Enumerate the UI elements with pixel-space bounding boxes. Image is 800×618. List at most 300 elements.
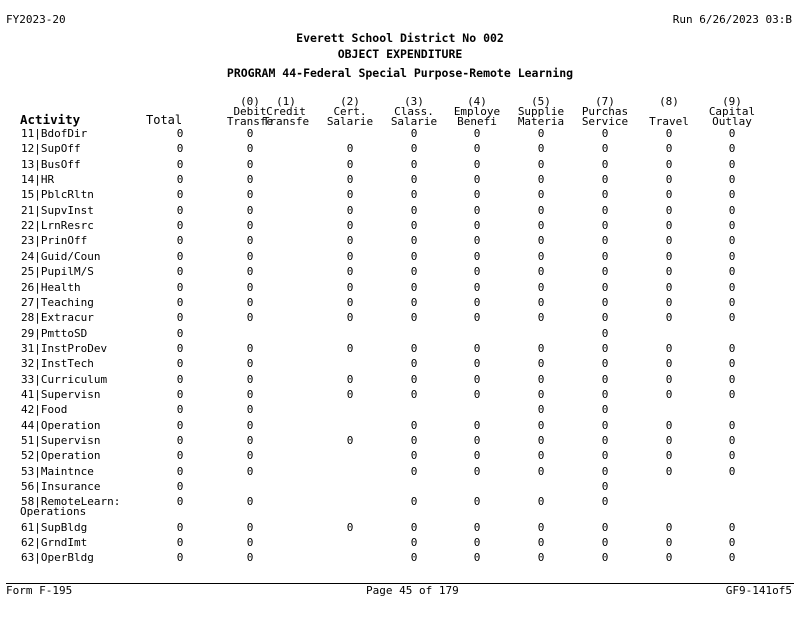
activity-code: 14|HR [21,173,55,187]
amount-cell: 0 [246,311,254,325]
amount-cell: 0 [473,357,481,371]
amount-cell: 0 [246,551,254,565]
amount-cell: 0 [473,536,481,550]
amount-cell: 0 [473,188,481,202]
amount-cell: 0 [665,234,673,248]
amount-cell: 0 [346,157,354,171]
total-cell: 0 [176,142,184,156]
report-title: OBJECT EXPENDITURE [337,47,463,61]
amount-cell: 0 [601,387,609,401]
amount-cell: 0 [473,434,481,447]
amount-cell: 0 [665,219,673,233]
amount-cell: 0 [410,219,418,233]
amount-cell: 0 [601,188,609,202]
total-cell: 0 [176,188,184,202]
table-row [0,159,800,174]
total-cell: 0 [176,219,184,233]
amount-cell: 0 [246,372,254,386]
amount-cell: 0 [246,127,254,140]
activity-code: 11|BdofDir [21,127,88,140]
amount-cell: 0 [246,536,254,550]
amount-cell: 0 [665,311,673,325]
amount-cell: 0 [246,357,254,371]
amount-cell: 0 [665,265,673,279]
amount-cell: 0 [665,188,673,202]
total-cell: 0 [176,249,184,263]
activity-code: 12|SupOff [21,142,81,156]
amount-cell: 0 [410,464,418,478]
amount-cell: 0 [601,536,609,550]
amount-cell: 0 [537,403,545,417]
amount-cell: 0 [537,387,545,401]
total-cell: 0 [176,464,184,478]
amount-cell: 0 [246,188,254,202]
table-row [0,495,800,519]
amount-cell: 0 [728,418,736,432]
amount-cell: 0 [728,265,736,279]
column-header [507,97,575,127]
table-row [0,251,800,266]
total-cell: 0 [176,449,184,463]
amount-cell: 0 [246,418,254,432]
activity-code: 21|SupvInst [21,203,94,217]
table-row [0,358,800,373]
amount-cell: 0 [246,234,254,248]
amount-cell: 0 [410,280,418,294]
amount-cell: 0 [346,234,354,248]
column-header-l2: Transfe [226,115,274,128]
amount-cell: 0 [601,495,609,509]
amount-cell: 0 [346,341,354,355]
total-cell: 0 [176,520,184,534]
table-row [0,537,800,552]
amount-cell: 0 [346,219,354,233]
column-header-l1: Credit [266,105,306,118]
table-row [0,220,800,235]
amount-cell: 0 [665,295,673,309]
table-row [0,297,800,312]
amount-cell: 0 [410,387,418,401]
amount-cell: 0 [601,265,609,279]
total-cell: 0 [176,203,184,217]
table-row [0,205,800,220]
amount-cell: 0 [728,249,736,263]
amount-cell: 0 [246,403,254,417]
page-number-label: Page 45 of 179 [366,584,459,597]
amount-cell: 0 [601,357,609,371]
amount-cell: 0 [410,203,418,217]
form-number-label: Form F-195 [6,584,73,597]
amount-cell: 0 [246,219,254,233]
amount-cell: 0 [537,280,545,294]
amount-cell: 0 [473,219,481,233]
amount-cell: 0 [410,234,418,248]
amount-cell: 0 [665,372,673,386]
total-cell: 0 [176,387,184,401]
column-header [316,97,384,127]
amount-cell: 0 [601,280,609,294]
amount-cell: 0 [665,249,673,263]
amount-cell: 0 [473,464,481,478]
activity-code-continuation: Operations [20,505,87,519]
table-row [0,343,800,358]
column-header-num: (4) [467,95,487,108]
amount-cell: 0 [537,219,545,233]
amount-cell: 0 [601,219,609,233]
total-cell: 0 [176,127,184,140]
amount-cell: 0 [537,520,545,534]
amount-cell: 0 [537,434,545,447]
amount-cell: 0 [473,372,481,386]
amount-cell: 0 [473,234,481,248]
amount-cell: 0 [410,249,418,263]
total-cell: 0 [176,357,184,371]
amount-cell: 0 [601,403,609,417]
amount-cell: 0 [410,127,418,140]
column-header-num: (3) [404,95,424,108]
amount-cell: 0 [601,520,609,534]
column-header-l1: Supplie [517,105,565,118]
amount-cell: 0 [665,520,673,534]
total-cell: 0 [176,295,184,309]
activity-code: 63|OperBldg [21,551,94,565]
amount-cell: 0 [601,418,609,432]
amount-cell: 0 [665,536,673,550]
column-header-l2: Salarie [390,115,438,128]
amount-cell: 0 [601,434,609,447]
amount-cell: 0 [665,142,673,156]
amount-cell: 0 [537,449,545,463]
amount-cell: 0 [601,295,609,309]
activity-code: 42|Food [21,403,68,417]
amount-cell: 0 [537,495,545,509]
amount-cell: 0 [601,311,609,325]
amount-cell: 0 [728,449,736,463]
amount-cell: 0 [346,142,354,156]
column-header-l1: Cert. [333,105,367,118]
amount-cell: 0 [728,280,736,294]
amount-cell: 0 [728,372,736,386]
amount-cell: 0 [537,188,545,202]
amount-cell: 0 [410,372,418,386]
total-column-header: Total [146,113,183,127]
activity-code: 51|Supervisn [21,434,101,447]
amount-cell: 0 [728,311,736,325]
amount-cell: 0 [410,295,418,309]
amount-cell: 0 [537,203,545,217]
activity-code: 23|PrinOff [21,234,88,248]
table-row [0,235,800,250]
amount-cell: 0 [728,295,736,309]
amount-cell: 0 [473,295,481,309]
amount-cell: 0 [473,203,481,217]
amount-cell: 0 [665,357,673,371]
amount-cell: 0 [473,249,481,263]
activity-code: 32|InstTech [21,357,94,371]
column-header-num: (5) [531,95,551,108]
total-cell: 0 [176,173,184,187]
activity-code: 33|Curriculum [21,372,108,386]
activity-code: 61|SupBldg [21,520,88,534]
column-header-l1: Capital [708,105,756,118]
amount-cell: 0 [728,464,736,478]
amount-cell: 0 [473,280,481,294]
amount-cell: 0 [246,341,254,355]
table-row [0,552,800,567]
amount-cell: 0 [246,495,254,509]
column-header-l1: Class. [394,105,434,118]
amount-cell: 0 [665,341,673,355]
column-header-num: (8) [659,95,679,108]
amount-cell: 0 [665,551,673,565]
activity-column-header: Activity [20,112,81,127]
amount-cell: 0 [601,341,609,355]
amount-cell: 0 [537,311,545,325]
amount-cell: 0 [665,173,673,187]
column-header-l2: Salarie [326,115,374,128]
amount-cell: 0 [537,357,545,371]
column-header-l2: Outlay [712,115,752,128]
amount-cell: 0 [665,203,673,217]
amount-cell: 0 [665,449,673,463]
activity-code: 44|Operation [21,418,101,432]
amount-cell: 0 [665,127,673,140]
amount-cell: 0 [728,127,736,140]
amount-cell: 0 [410,142,418,156]
table-row [0,481,800,496]
column-header [443,97,511,127]
activity-code: 56|Insurance [21,480,101,494]
amount-cell: 0 [728,234,736,248]
amount-cell: 0 [473,495,481,509]
amount-cell: 0 [246,265,254,279]
amount-cell: 0 [728,188,736,202]
table-row [0,128,800,143]
amount-cell: 0 [537,536,545,550]
amount-cell: 0 [410,495,418,509]
amount-cell: 0 [473,449,481,463]
amount-cell: 0 [537,265,545,279]
total-cell: 0 [176,480,184,494]
column-header-num: (2) [340,95,360,108]
table-row [0,404,800,419]
amount-cell: 0 [728,387,736,401]
amount-cell: 0 [537,249,545,263]
amount-cell: 0 [473,173,481,187]
amount-cell: 0 [246,449,254,463]
table-row [0,435,800,450]
table-row [0,374,800,389]
column-header-l2: Benefi [457,115,497,128]
amount-cell: 0 [346,372,354,386]
amount-cell: 0 [346,387,354,401]
activity-code: 13|BusOff [21,157,81,171]
amount-cell: 0 [665,280,673,294]
amount-cell: 0 [728,157,736,171]
amount-cell: 0 [537,173,545,187]
activity-code: 27|Teaching [21,295,94,309]
table-row [0,420,800,435]
amount-cell: 0 [537,341,545,355]
table-row [0,189,800,204]
table-row [0,522,800,537]
amount-cell: 0 [601,464,609,478]
program-title: PROGRAM 44-Federal Special Purpose-Remote Learning [226,66,574,80]
column-header-num: (0) [240,95,260,108]
total-cell: 0 [176,157,184,171]
amount-cell: 0 [246,142,254,156]
amount-cell: 0 [246,387,254,401]
amount-cell: 0 [410,520,418,534]
amount-cell: 0 [537,142,545,156]
amount-cell: 0 [601,449,609,463]
amount-cell: 0 [537,295,545,309]
amount-cell: 0 [728,434,736,447]
amount-cell: 0 [473,520,481,534]
amount-cell: 0 [728,173,736,187]
amount-cell: 0 [665,464,673,478]
form-code-label: GF9-141of5 [725,584,792,597]
column-header-l1: Employe [453,105,501,118]
amount-cell: 0 [410,311,418,325]
activity-code: 53|Maintnce [21,464,94,478]
amount-cell: 0 [601,173,609,187]
total-cell: 0 [176,234,184,248]
column-header-num: (1) [276,95,296,108]
amount-cell: 0 [410,449,418,463]
amount-cell: 0 [601,249,609,263]
amount-cell: 0 [246,295,254,309]
table-row [0,312,800,327]
table-row [0,450,800,465]
amount-cell: 0 [601,551,609,565]
amount-cell: 0 [537,157,545,171]
table-row [0,174,800,189]
amount-cell: 0 [410,157,418,171]
total-cell: 0 [176,403,184,417]
activity-code: 31|InstProDev [21,341,108,355]
total-cell: 0 [176,418,184,432]
amount-cell: 0 [346,280,354,294]
column-header-l2: Service [581,115,629,128]
column-header-num: (9) [722,95,742,108]
amount-cell: 0 [601,127,609,140]
total-cell: 0 [176,311,184,325]
column-header [635,97,703,127]
amount-cell: 0 [410,173,418,187]
amount-cell: 0 [246,157,254,171]
amount-cell: 0 [410,418,418,432]
district-title: Everett School District No 002 [296,31,504,45]
amount-cell: 0 [537,418,545,432]
amount-cell: 0 [246,203,254,217]
total-cell: 0 [176,341,184,355]
amount-cell: 0 [601,480,609,494]
column-header [380,97,448,127]
amount-cell: 0 [346,249,354,263]
table-row [0,266,800,281]
table-row [0,143,800,158]
amount-cell: 0 [473,418,481,432]
amount-cell: 0 [410,341,418,355]
amount-cell: 0 [601,326,609,340]
activity-code: 28|Extracur [21,311,94,325]
amount-cell: 0 [346,203,354,217]
amount-cell: 0 [410,434,418,447]
column-header-l2: Materia [517,115,565,128]
amount-cell: 0 [537,464,545,478]
activity-code: 29|PmttoSD [21,326,88,340]
amount-cell: 0 [728,341,736,355]
activity-code: 25|PupilM/S [21,265,94,279]
column-header-l1: Debit [233,105,267,118]
amount-cell: 0 [601,142,609,156]
amount-cell: 0 [728,219,736,233]
column-header-l2: Transfe [262,115,310,128]
amount-cell: 0 [410,265,418,279]
amount-cell: 0 [346,265,354,279]
total-cell: 0 [176,372,184,386]
amount-cell: 0 [728,536,736,550]
amount-cell: 0 [410,551,418,565]
total-cell: 0 [176,326,184,340]
column-header [571,97,639,127]
amount-cell: 0 [473,311,481,325]
amount-cell: 0 [728,520,736,534]
activity-code: 26|Health [21,280,81,294]
table-row [0,282,800,297]
activity-code: 52|Operation [21,449,101,463]
amount-cell: 0 [537,372,545,386]
amount-cell: 0 [601,203,609,217]
activity-code: 41|Supervisn [21,387,101,401]
amount-cell: 0 [728,551,736,565]
activity-code: 62|GrndImt [21,536,88,550]
amount-cell: 0 [346,311,354,325]
fiscal-year-label: FY2023-20 [6,13,66,26]
amount-cell: 0 [473,551,481,565]
amount-cell: 0 [601,157,609,171]
column-header [698,97,766,127]
table-row [0,328,800,343]
column-header-l2: Travel [649,115,689,128]
amount-cell: 0 [537,234,545,248]
amount-cell: 0 [473,127,481,140]
amount-cell: 0 [246,464,254,478]
amount-cell: 0 [601,234,609,248]
run-date-label: Run 6/26/2023 03:B [672,13,792,26]
column-header [252,97,320,127]
amount-cell: 0 [665,387,673,401]
amount-cell: 0 [728,142,736,156]
column-header-l1: Purchas [581,105,629,118]
activity-code: 22|LrnResrc [21,219,94,233]
amount-cell: 0 [473,387,481,401]
total-cell: 0 [176,551,184,565]
amount-cell: 0 [410,357,418,371]
activity-code: 15|PblcRltn [21,188,94,202]
amount-cell: 0 [665,418,673,432]
table-row [0,389,800,404]
amount-cell: 0 [410,536,418,550]
column-header-num: (7) [595,95,615,108]
amount-cell: 0 [246,173,254,187]
amount-cell: 0 [346,188,354,202]
amount-cell: 0 [665,157,673,171]
activity-code: 58|RemoteLearn: [21,495,121,509]
total-cell: 0 [176,536,184,550]
amount-cell: 0 [473,142,481,156]
